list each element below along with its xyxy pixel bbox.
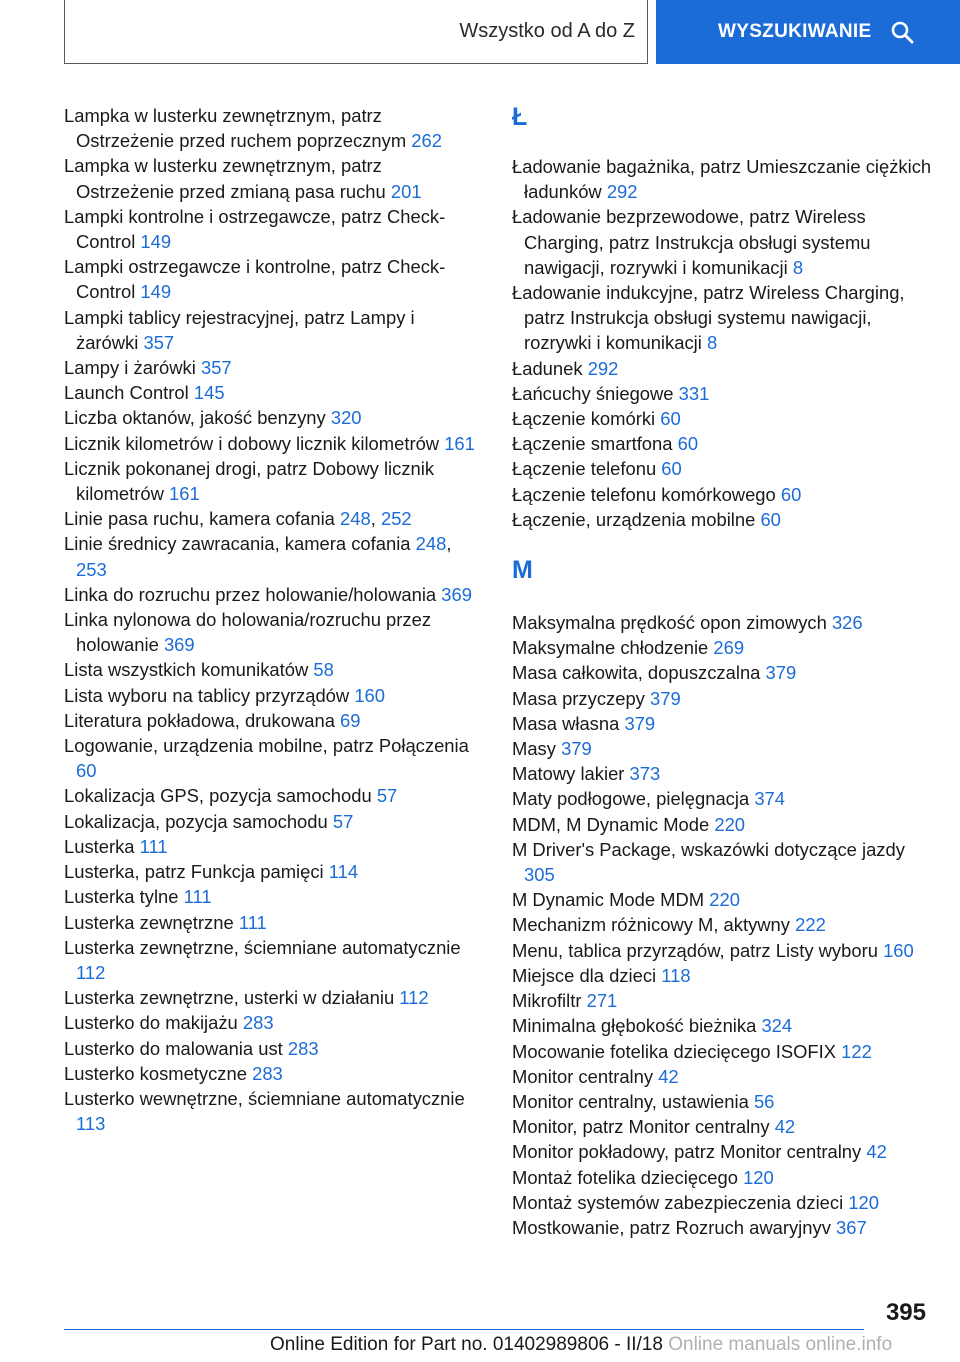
entry-text: Ładunek (512, 357, 583, 379)
page-link[interactable]: 114 (328, 861, 359, 883)
page-link[interactable]: 161 (169, 483, 200, 505)
page-link[interactable]: 8 (706, 332, 718, 354)
index-entry (64, 809, 482, 834)
entry-text: Licznik kilometrów i dobowy licznik kilometrów (64, 432, 440, 454)
page-link[interactable]: 60 (661, 458, 682, 480)
entry-text: Łączenie telefonu (512, 458, 657, 480)
page-link[interactable]: 367 (836, 1216, 867, 1238)
index-entry (512, 154, 932, 204)
entry-text: Lusterko do makijażu (64, 1012, 238, 1034)
entry-text: Lampki tablicy rejestracyjnej, patrz Lampy i żarówki (64, 306, 415, 353)
entry-text: Masa przyczepy (512, 687, 645, 709)
page-link[interactable]: 220 (709, 889, 740, 911)
page-link[interactable]: 201 (390, 180, 422, 202)
page-link[interactable]: 111 (238, 911, 267, 933)
index-entry (512, 1190, 932, 1215)
index-entry (512, 507, 932, 532)
index-entry (64, 254, 482, 304)
entry-text: Lokalizacja GPS, pozycja samochodu (64, 785, 372, 807)
page-link[interactable]: 8 (792, 256, 804, 278)
entry-text: Lista wszystkich komunikatów (64, 659, 309, 681)
entry-text: Monitor pokładowy, patrz Monitor centralny (512, 1141, 862, 1163)
entry-text: Łańcuchy śniegowe (512, 382, 674, 404)
index-entry (64, 884, 482, 909)
entry-text: Łączenie telefonu komórkowego (512, 483, 776, 505)
page-link[interactable]: 262 (411, 130, 442, 152)
entry-text: Ładowanie bezprzewodowe, patrz Wireless Charging, patrz Instrukcja obsługi systemu nawigacji, rozrywki i komunikacji (512, 206, 871, 278)
index-entry (64, 204, 482, 254)
page-link[interactable]: 122 (841, 1040, 872, 1062)
page-link[interactable]: 160 (883, 939, 914, 961)
entry-text: Lusterko do malowania ust (64, 1037, 283, 1059)
index-entry (64, 456, 482, 506)
page-link[interactable]: 112 (399, 987, 429, 1009)
page-link[interactable]: 120 (743, 1166, 774, 1188)
entry-text: Minimalna głębokość bieżnika (512, 1015, 757, 1037)
page-link[interactable]: 253 (76, 558, 107, 580)
page-link[interactable]: 283 (252, 1062, 283, 1084)
index-entry (64, 985, 482, 1010)
search-icon (890, 20, 914, 44)
page-link[interactable]: 220 (714, 813, 746, 835)
index-column-right (512, 103, 932, 1240)
page-link[interactable]: 357 (200, 357, 232, 379)
index-entry (512, 887, 932, 912)
entry-text: Lampy i żarówki (64, 357, 196, 379)
index-entry (512, 1215, 932, 1240)
page-link[interactable]: 369 (163, 634, 195, 656)
entry-text: Lampki kontrolne i ostrzegawcze, patrz Check-Control (64, 205, 446, 253)
entry-text: Lampka w lusterku zewnętrznym, patrz Ostrzeżenie przed zmianą pasa ruchu (64, 155, 386, 202)
entry-text: Matowy lakier (512, 763, 625, 785)
entry-text: Literatura pokładowa, drukowana (64, 709, 335, 731)
entry-text: Maty podłogowe, pielęgnacja (512, 788, 750, 810)
page-link[interactable]: 357 (143, 331, 175, 353)
entry-text: Maksymalna prędkość opon zimowych (512, 612, 827, 634)
index-entry (64, 1061, 482, 1086)
page-link[interactable]: 56 (753, 1090, 775, 1112)
page-link[interactable]: 326 (831, 612, 863, 634)
index-entry (512, 837, 932, 887)
index-entry (64, 582, 482, 607)
edition-text: Online Edition for Part no. 01402989806 - II/18 (270, 1334, 663, 1355)
entry-text: Lusterka, patrz Funkcja pamięci (64, 861, 324, 883)
search-label: WYSZUKIWANIE (718, 21, 872, 42)
page-link[interactable]: 160 (354, 684, 385, 706)
index-entry (64, 683, 482, 708)
index-entry: Linie pasa ruchu, kamera cofania 248, 252 (64, 508, 412, 530)
index-entry (64, 103, 482, 153)
page-link[interactable]: 379 (624, 712, 656, 734)
index-entry (64, 431, 482, 456)
index-entry (64, 380, 482, 405)
entry-text: Lusterka zewnętrzne (64, 911, 234, 933)
page-link[interactable]: 60 (760, 508, 781, 530)
page-link[interactable]: 269 (713, 637, 745, 659)
section-letter: M (512, 556, 533, 585)
entry-text: Masa własna (512, 712, 620, 734)
index-entry (64, 657, 482, 682)
entry-text: M Driver's Package, wskazówki dotyczące jazdy (512, 838, 905, 860)
index-entry (64, 708, 482, 733)
index-entry (64, 1086, 482, 1136)
entry-text: Linie pasa ruchu, kamera cofania (64, 508, 335, 530)
index-column-left (64, 103, 482, 1136)
page-link[interactable]: 305 (524, 864, 555, 886)
page-link[interactable]: 271 (586, 990, 618, 1012)
index-entry (512, 660, 932, 685)
search-tab[interactable] (656, 0, 960, 64)
page-link[interactable]: 113 (76, 1113, 106, 1135)
page-link[interactable]: 42 (866, 1141, 887, 1163)
index-entry (512, 381, 932, 406)
page-link[interactable]: 112 (76, 961, 106, 983)
page-link[interactable]: 283 (242, 1012, 274, 1034)
page-link[interactable]: 42 (774, 1116, 796, 1138)
entry-text: Maksymalne chłodzenie (512, 637, 709, 659)
page-link[interactable]: 292 (587, 357, 619, 379)
a-to-z-label: Wszystko od A do Z (459, 20, 635, 42)
index-entry (64, 733, 482, 783)
index-entry (512, 736, 932, 761)
page-link[interactable]: 60 (660, 408, 681, 430)
page-link[interactable]: 252 (380, 508, 412, 530)
watermark-text: Online manuals online.info (668, 1334, 893, 1355)
entry-text: Lampki ostrzegawcze i kontrolne, patrz Check-Control (64, 256, 446, 303)
index-entry (64, 405, 482, 430)
a-to-z-tab[interactable] (64, 0, 648, 64)
page-link[interactable]: 324 (761, 1015, 793, 1037)
page-link[interactable]: 42 (658, 1065, 679, 1087)
page-link[interactable]: 379 (765, 662, 797, 684)
index-entry (512, 963, 932, 988)
entry-text: Mikrofiltr (512, 990, 582, 1012)
page-number: 395 (885, 1299, 926, 1326)
index-entry (512, 635, 932, 660)
entry-text: Łączenie, urządzenia mobilne (512, 508, 756, 530)
index-entry (512, 786, 932, 811)
page-link[interactable]: 248 (415, 533, 447, 555)
page-link[interactable]: 145 (193, 382, 225, 404)
entry-text: Lusterka tylne (64, 886, 179, 908)
entry-text: Lusterko wewnętrzne, ściemniane automatycznie (64, 1087, 465, 1109)
entry-text: Ładowanie bagażnika, patrz Umieszczanie ciężkich ładunków (512, 156, 932, 203)
index-entry (64, 153, 482, 203)
index-entry (512, 988, 932, 1013)
entry-text: Ładowanie indukcyjne, patrz Wireless Charging, patrz Instrukcja obsługi systemu nawigacji, rozrywki i komunikacji (512, 282, 905, 354)
entry-text: Mostkowanie, patrz Rozruch awaryjnyv (512, 1216, 831, 1238)
index-entry (64, 1036, 482, 1061)
index-entry (512, 356, 932, 381)
index-entry (512, 711, 932, 736)
index-entry (512, 482, 932, 507)
index-entry (512, 280, 932, 356)
page-link[interactable]: 248 (340, 508, 371, 530)
entry-text: Licznik pokonanej drogi, patrz Dobowy licznik kilometrów (64, 457, 435, 505)
entry-text: Lista wyboru na tablicy przyrządów (64, 684, 350, 706)
entry-text: Linka nylonowa do holowania/rozruchu przez holowanie (64, 609, 432, 656)
index-entry (512, 406, 932, 431)
entry-text: Łączenie komórki (512, 408, 656, 430)
index-entry (512, 1089, 932, 1114)
entry-text: Lampka w lusterku zewnętrznym, patrz Ostrzeżenie przed ruchem poprzecznym (64, 105, 407, 152)
entry-text: Monitor centralny (512, 1065, 654, 1087)
index-entry (512, 204, 932, 280)
index-entry (512, 1139, 932, 1164)
entry-text: Monitor, patrz Monitor centralny (512, 1116, 770, 1138)
index-entry (512, 1013, 932, 1038)
entry-text: Lusterka zewnętrzne, ściemniane automatycznie (64, 936, 461, 958)
page-link[interactable]: 149 (140, 231, 172, 253)
section-letter: Ł (512, 103, 528, 131)
page-link[interactable]: 149 (140, 281, 172, 303)
page-link[interactable]: 111 (139, 835, 168, 857)
page-link[interactable]: 60 (780, 483, 802, 505)
index-entry (512, 1165, 932, 1190)
index-entry (512, 456, 932, 481)
entry-text: MDM, M Dynamic Mode (512, 813, 710, 835)
page-link[interactable]: 379 (561, 738, 592, 760)
index-entry (512, 610, 932, 635)
index-entry (512, 1039, 932, 1064)
page-link[interactable]: 60 (76, 760, 97, 782)
page-link[interactable]: 373 (629, 763, 661, 785)
index-entry (64, 1010, 482, 1035)
page-link[interactable]: 161 (444, 432, 475, 454)
page-link[interactable]: 292 (606, 181, 638, 203)
page-link[interactable]: 374 (754, 788, 786, 810)
entry-text: Lokalizacja, pozycja samochodu (64, 810, 328, 832)
entry-text: Miejsce dla dzieci (512, 964, 657, 986)
index-entry (64, 305, 482, 355)
entry-text: Masa całkowita, dopuszczalna (512, 662, 761, 684)
entry-text: Liczba oktanów, jakość benzyny (64, 407, 326, 429)
entry-text: Launch Control (64, 382, 189, 404)
index-entry (64, 859, 482, 884)
page-link[interactable]: 69 (340, 709, 361, 731)
page-link[interactable]: 58 (313, 659, 334, 681)
index-entry (512, 938, 932, 963)
entry-text: Montaż systemów zabezpieczenia dzieci (512, 1191, 844, 1213)
page-link[interactable]: 379 (650, 687, 681, 709)
page-link[interactable]: 57 (332, 810, 354, 832)
index-entry: Linie średnicy zawracania, kamera cofania 248, 253 (64, 533, 452, 580)
index-entry (64, 935, 482, 985)
index-entry (512, 1114, 932, 1139)
entry-text: Mocowanie fotelika dziecięcego ISOFIX (512, 1040, 837, 1062)
index-entry (512, 912, 932, 937)
entry-text: Łączenie smartfona (512, 433, 673, 455)
entry-text: Montaż fotelika dziecięcego (512, 1166, 738, 1188)
page-link[interactable]: 222 (795, 914, 826, 936)
page-link[interactable]: 369 (441, 583, 472, 605)
index-entry (512, 686, 932, 711)
entry-text: Masy (512, 738, 556, 760)
entry-text: Menu, tablica przyrządów, patrz Listy wyboru (512, 939, 878, 961)
page-link[interactable]: 331 (678, 382, 710, 404)
entry-text: Monitor centralny, ustawienia (512, 1090, 749, 1112)
index-entry (512, 1064, 932, 1089)
footer-divider (64, 1329, 864, 1330)
index-entry (64, 607, 482, 657)
entry-text: M Dynamic Mode MDM (512, 889, 705, 911)
page-link[interactable]: 120 (848, 1191, 879, 1213)
footer-edition (270, 1334, 892, 1356)
index-entry (64, 910, 482, 935)
index-entry (64, 834, 482, 859)
page-link[interactable]: 60 (677, 433, 699, 455)
index-entry (512, 431, 932, 456)
entry-text: Linie średnicy zawracania, kamera cofania (64, 533, 411, 555)
entry-text: Mechanizm różnicowy M, aktywny (512, 914, 790, 936)
page-link[interactable]: 320 (330, 407, 362, 429)
index-entry (64, 355, 482, 380)
page-link[interactable]: 118 (661, 964, 691, 986)
page-link[interactable]: 111 (183, 886, 212, 908)
entry-text: Logowanie, urządzenia mobilne, patrz Połączenia (64, 735, 469, 757)
index-entry (64, 783, 482, 808)
entry-text: Linka do rozruchu przez holowanie/holowania (64, 583, 437, 605)
entry-text: Lusterka zewnętrzne, usterki w działaniu (64, 987, 395, 1009)
index-entry (512, 761, 932, 786)
entry-text: Lusterka (64, 835, 135, 857)
entry-text: Lusterko kosmetyczne (64, 1062, 247, 1084)
page-link[interactable]: 57 (376, 785, 398, 807)
page-link[interactable]: 283 (287, 1037, 319, 1059)
index-entry (512, 812, 932, 837)
